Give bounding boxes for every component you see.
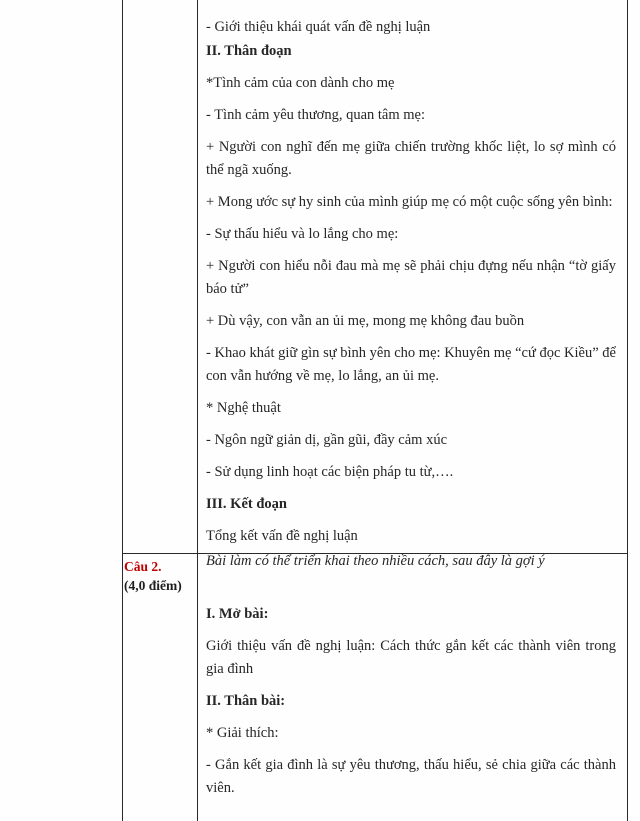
rubric-line: - Khao khát giữ gìn sự bình yên cho mẹ: Khuyên mẹ “cứ đọc Kiều” để con vẫn hướng về mẹ, lo lắng, an ủi mẹ. [206, 345, 616, 384]
rubric-note: Bài làm có thể triển khai theo nhiều cách, sau đây là gợi ý [206, 553, 545, 569]
rubric-heading-than-bai: II. Thân bài: [206, 693, 286, 709]
answer-section-2 [206, 550, 616, 809]
rubric-line: Giới thiệu vấn đề nghị luận: Cách thức gắn kết các thành viên trong gia đình [206, 638, 616, 677]
table-border-left-column [122, 0, 123, 821]
rubric-line: * Giải thích: [206, 725, 279, 741]
table-border-right [627, 0, 628, 821]
rubric-heading-than-doan: II. Thân đoạn [206, 43, 292, 59]
rubric-line: + Dù vậy, con vẫn an ủi mẹ, mong mẹ không đau buồn [206, 313, 525, 329]
rubric-line: + Người con hiểu nỗi đau mà mẹ sẽ phải chịu đựng nếu nhận “tờ giấy báo tử” [206, 258, 616, 297]
table-border-label-column [197, 0, 198, 821]
rubric-line: + Người con nghĩ đến mẹ giữa chiến trường khốc liệt, lo sợ mình có thể ngã xuống. [206, 139, 616, 178]
rubric-heading-mo-bai: I. Mở bài: [206, 606, 269, 622]
rubric-line: - Sự thấu hiểu và lo lắng cho mẹ: [206, 226, 399, 242]
rubric-line: - Sử dụng linh hoạt các biện pháp tu từ,…. [206, 464, 454, 480]
rubric-line: - Tình cảm yêu thương, quan tâm mẹ: [206, 107, 426, 123]
rubric-line: - Ngôn ngữ giản dị, gần gũi, đầy cảm xúc [206, 432, 448, 448]
rubric-heading-ket-doan: III. Kết đoạn [206, 496, 287, 512]
question-points: (4,0 điểm) [124, 578, 182, 593]
rubric-line: + Mong ước sự hy sinh của mình giúp mẹ có một cuộc sống yên bình: [206, 194, 613, 210]
question-label-cell [124, 557, 195, 595]
rubric-line: Tổng kết vấn đề nghị luận [206, 528, 358, 544]
rubric-line: - Giới thiệu khái quát vấn đề nghị luận [206, 19, 431, 35]
question-number: Câu 2. [124, 559, 162, 574]
answer-section-1 [206, 16, 616, 557]
rubric-line: *Tình cảm của con dành cho mẹ [206, 75, 395, 91]
rubric-line: * Nghệ thuật [206, 400, 281, 416]
rubric-line: - Gắn kết gia đình là sự yêu thương, thấu hiểu, sẻ chia giữa các thành viên. [206, 757, 616, 796]
